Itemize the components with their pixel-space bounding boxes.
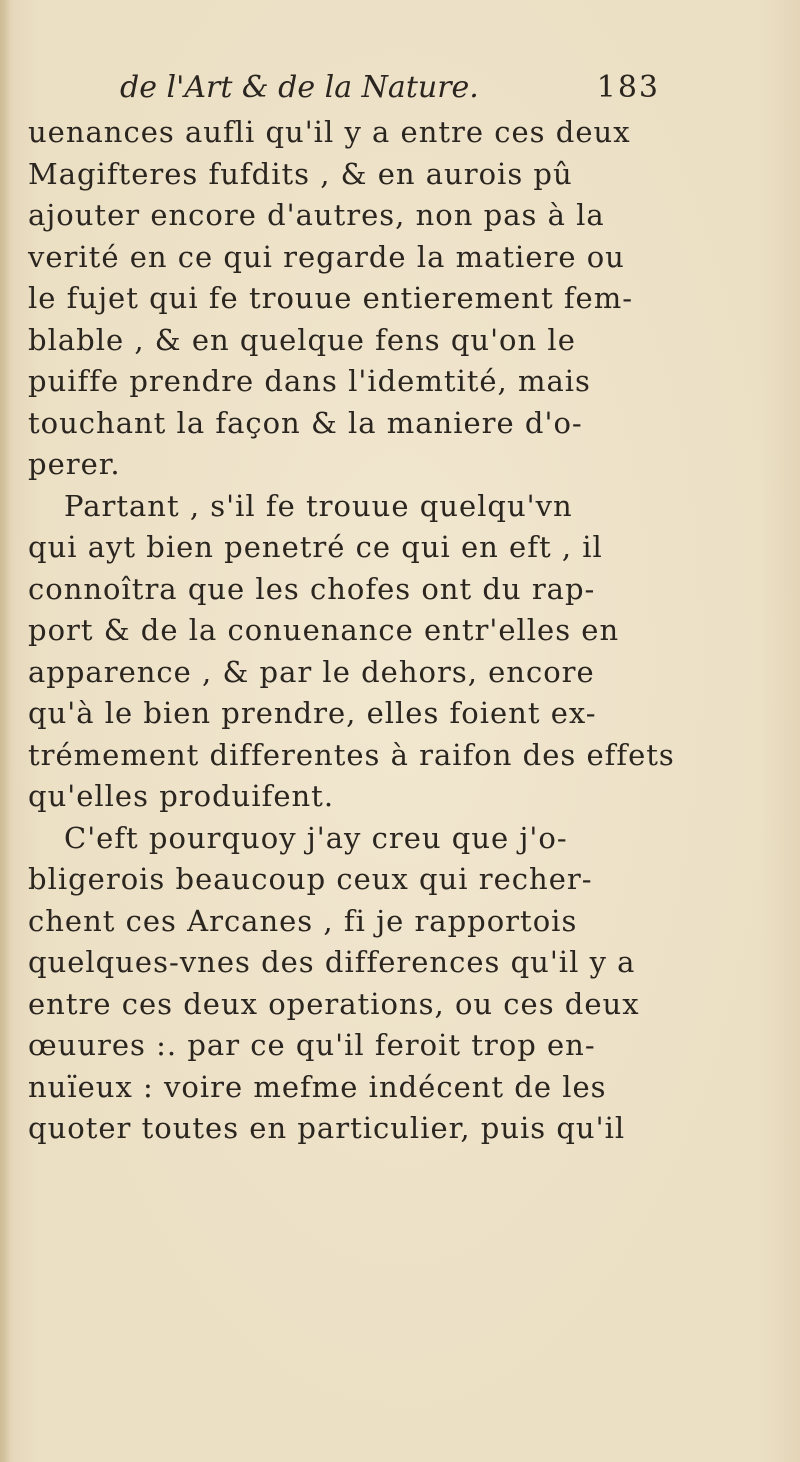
text-line: trémement differentes à raifon des effets bbox=[28, 737, 675, 772]
text-line: chent ces Arcanes , fi je rapportois bbox=[28, 903, 578, 938]
text-line: C'eft pourquoy j'ay creu que j'o- bbox=[64, 820, 568, 855]
text-line: blable , & en quelque fens qu'on le bbox=[28, 322, 576, 357]
running-title: de l'Art & de la Nature. bbox=[120, 70, 479, 105]
body-text bbox=[28, 112, 708, 1150]
text-line: quelques-vnes des differences qu'il y a bbox=[28, 945, 636, 979]
text-line: ajouter encore d'autres, non pas à la bbox=[28, 198, 605, 232]
text-line: port & de la conuenance entr'elles en bbox=[28, 613, 620, 647]
text-line: perer. bbox=[28, 447, 121, 481]
text-line: le fujet qui fe trouue entierement fem- bbox=[28, 281, 634, 315]
text-line: verité en ce qui regarde la matiere ou bbox=[28, 239, 625, 274]
text-line: apparence , & par le dehors, encore bbox=[28, 654, 595, 689]
text-line: quoter toutes en particulier, puis qu'il bbox=[28, 1111, 626, 1145]
page-number: 183 bbox=[596, 70, 660, 105]
page-header bbox=[120, 70, 660, 114]
page-gutter-shadow bbox=[0, 0, 10, 1462]
text-line: connoîtra que les chofes ont du rap- bbox=[28, 571, 596, 606]
text-line: qui ayt bien penetré ce qui en eft , il bbox=[28, 530, 603, 564]
text-line: Magifteres fufdits , & en aurois pû bbox=[28, 156, 573, 191]
text-line: bligerois beaucoup ceux qui recher- bbox=[28, 862, 593, 896]
text-line: uenances aufli qu'il y a entre ces deux bbox=[28, 115, 631, 149]
text-line: entre ces deux operations, ou ces deux bbox=[28, 986, 640, 1021]
text-line: Partant , s'il fe trouue quelqu'vn bbox=[64, 488, 573, 523]
text-line: œuures :. par ce qu'il feroit trop en- bbox=[28, 1028, 596, 1062]
text-line: qu'à le bien prendre, elles foient ex- bbox=[28, 696, 597, 730]
text-line: touchant la façon & la maniere d'o- bbox=[28, 405, 583, 440]
text-line: qu'elles produifent. bbox=[28, 779, 335, 813]
text-line: nuïeux : voire mefme indécent de les bbox=[28, 1069, 607, 1104]
text-line: puiffe prendre dans l'idemtité, mais bbox=[28, 364, 591, 398]
